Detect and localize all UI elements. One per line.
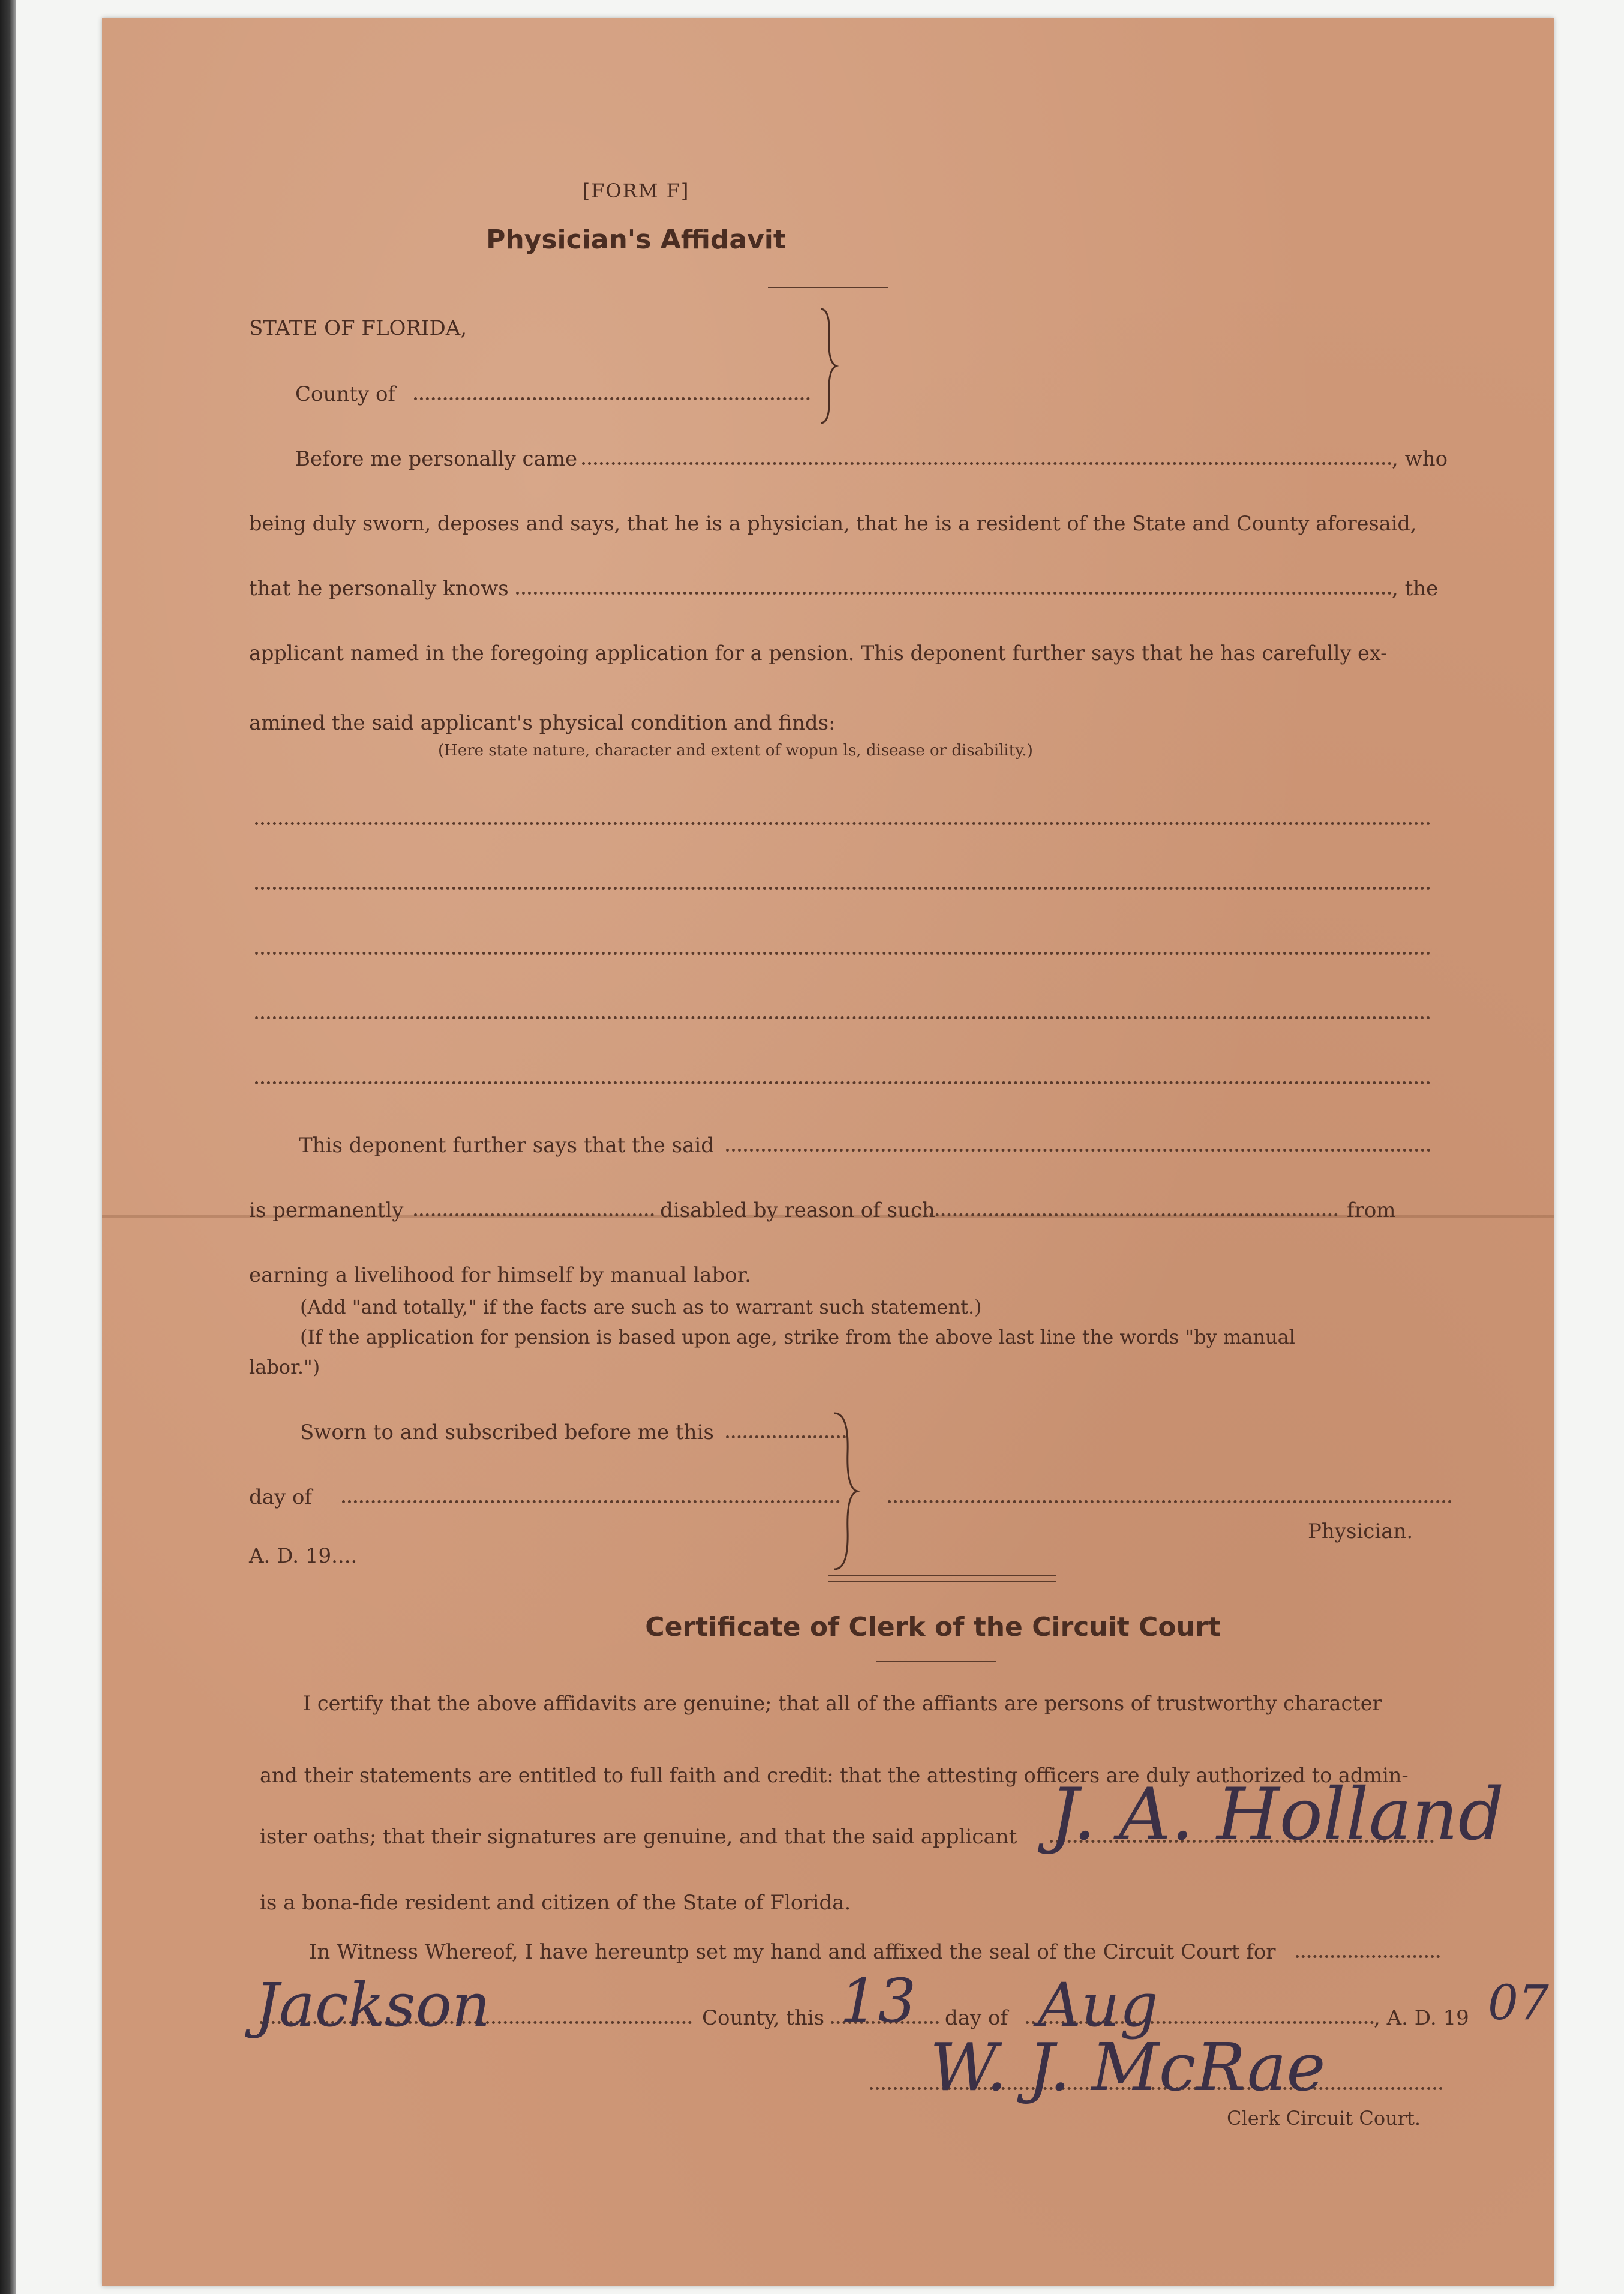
para2-line3: earning a livelihood for himself by manual labor.: [249, 1263, 751, 1287]
findings-blank-4: [255, 1016, 1431, 1019]
para2-note2-cont: labor."): [249, 1356, 320, 1378]
certificate-title: Certificate of Clerk of the Circuit Court: [645, 1612, 1221, 1642]
sworn-day-blank: [726, 1435, 846, 1438]
clerk-signature: W. J. McRae: [930, 2029, 1326, 2106]
title-rule: [768, 287, 888, 288]
venue-state: STATE OF FLORIDA,: [249, 316, 467, 340]
scan-edge: [0, 0, 16, 2294]
cert-county-label: County, this: [702, 2006, 825, 2030]
cert-line4: is a bona-fide resident and citizen of the State of Florida.: [260, 1891, 851, 1915]
para1-line2: being duly sworn, deposes and says, that he is a physician, that he is a resident of the State and County aforesaid,: [249, 512, 1417, 535]
handwritten-county: Jackson: [255, 1970, 491, 2040]
disabled-label: disabled by reason of such: [660, 1198, 935, 1222]
from-label: from: [1347, 1198, 1396, 1222]
document-page: [102, 18, 1554, 2286]
physician-label: Physician.: [1308, 1519, 1413, 1543]
said-blank: [726, 1149, 1431, 1152]
venue-county-label: County of: [295, 382, 396, 406]
knows-blank: [516, 592, 1392, 595]
section-rule-1: [828, 1575, 1056, 1576]
findings-note: (Here state nature, character and extent of wopun ls, disease or disability.): [438, 742, 1033, 760]
physician-signature-line: [888, 1500, 1452, 1503]
came-blank: [582, 462, 1392, 465]
para2-line1: This deponent further says that the said: [299, 1133, 715, 1158]
county-blank: [414, 397, 810, 400]
clerk-label: Clerk Circuit Court.: [1227, 2107, 1421, 2130]
form-label: [FORM F]: [582, 179, 690, 202]
handwritten-month: Aug: [1038, 1970, 1158, 2040]
applicant-signature: J. A. Holland: [1050, 1773, 1505, 1857]
court-blank: [1296, 1955, 1440, 1958]
page-title: Physician's Affidavit: [486, 224, 786, 255]
jurat-month-blank: [342, 1500, 840, 1503]
sworn-label: Sworn to and subscribed before me this: [300, 1420, 714, 1444]
findings-blank-3: [255, 952, 1431, 955]
cert-line5: In Witness Whereof, I have hereuntp set my hand and affixed the seal of the Circuit Court for: [309, 1940, 1276, 1964]
para1-line4: applicant named in the foregoing application for a pension. This deponent further says that he has carefully ex-: [249, 641, 1388, 665]
para2-note1: (Add "and totally," if the facts are such as to warrant such statement.): [300, 1296, 982, 1318]
venue-brace: [816, 306, 840, 426]
knows-label: that he personally knows: [249, 577, 509, 601]
came-label: Before me personally came: [295, 447, 578, 471]
section-rule-2: [828, 1581, 1056, 1582]
cert-day-of-label: day of: [945, 2006, 1008, 2030]
jurat-brace: [831, 1410, 861, 1572]
permanently-blank: [414, 1213, 654, 1216]
disabled-blank: [912, 1213, 1338, 1216]
findings-blank-2: [255, 887, 1431, 890]
cert-line1: I certify that the above affidavits are genuine; that all of the affiants are persons of trustworthy character: [303, 1692, 1382, 1715]
cert-line3: ister oaths; that their signatures are genuine, and that the said applicant: [260, 1825, 1017, 1849]
findings-blank-5: [255, 1081, 1431, 1084]
handwritten-year: 07: [1488, 1975, 1549, 2031]
handwritten-day: 13: [840, 1966, 917, 2036]
para1-line5: amined the said applicant's physical condition and finds:: [249, 711, 836, 735]
para2-note2: (If the application for pension is based upon age, strike from the above last line the words "by manual: [300, 1326, 1295, 1348]
came-end: , who: [1392, 447, 1448, 471]
knows-end: , the: [1392, 577, 1439, 601]
permanently-label: is permanently: [249, 1198, 404, 1222]
cert-line2: and their statements are entitled to full faith and credit: that the attesting officers are duly authorized to admin-: [260, 1764, 1409, 1787]
findings-blank-1: [255, 822, 1431, 825]
jurat-ad: A. D. 19....: [249, 1544, 358, 1568]
jurat-day-of: day of: [249, 1485, 313, 1509]
cert-ad-label: , A. D. 19: [1374, 2006, 1469, 2030]
certificate-title-rule: [876, 1661, 996, 1662]
